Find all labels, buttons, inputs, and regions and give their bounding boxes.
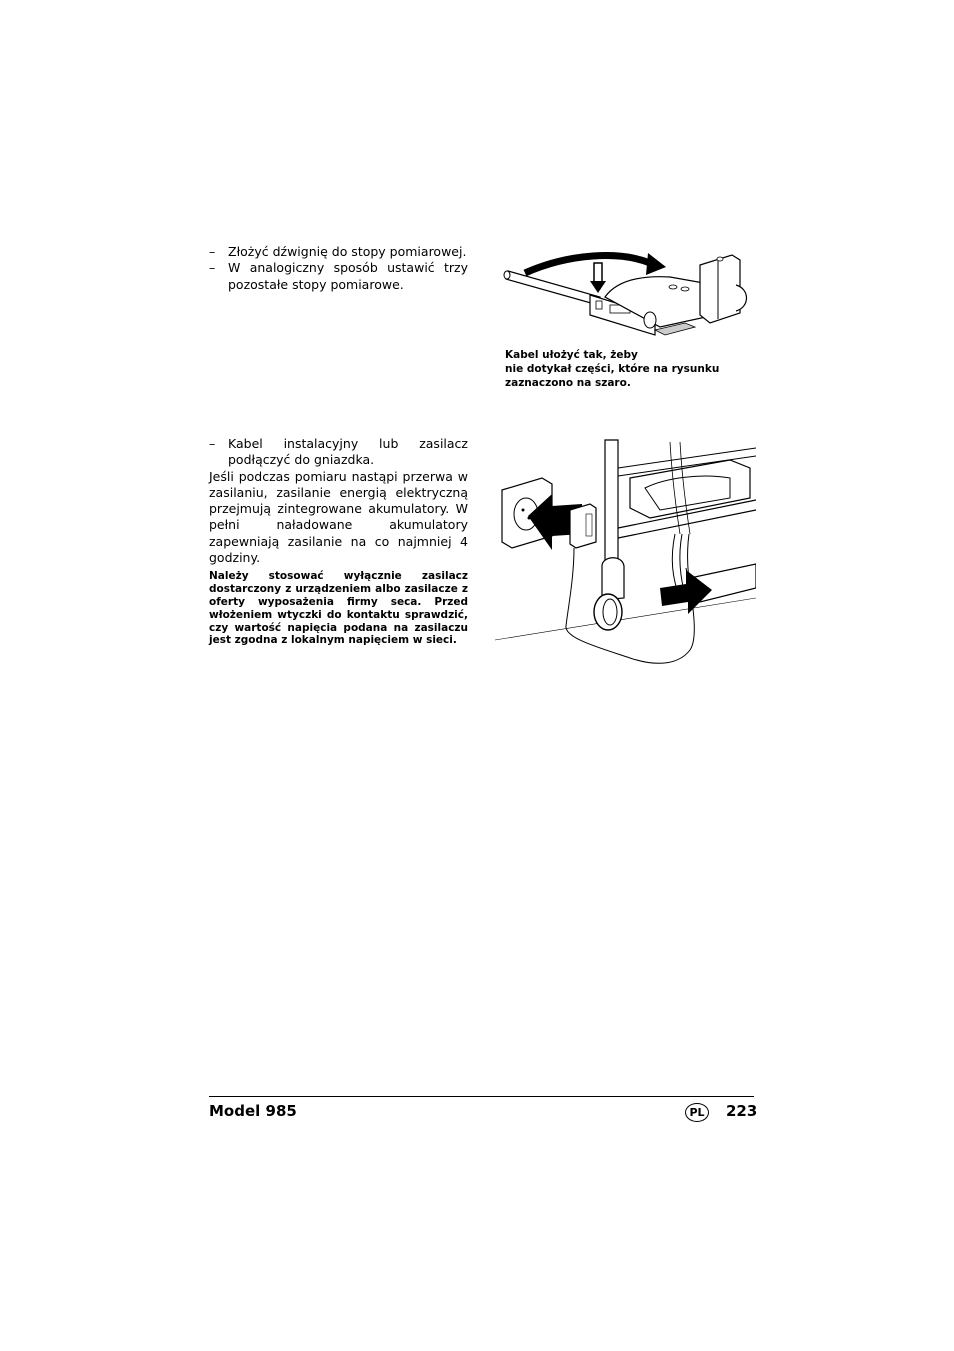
lever-illustration: [500, 245, 756, 340]
language-badge: PL: [685, 1103, 709, 1122]
page-number: 223: [726, 1102, 758, 1120]
list-item: – W analogiczny sposób ustawić trzy pozostałe stopy pomiarowe.: [209, 260, 468, 292]
list-item: – Złożyć dźwignię do stopy pomiarowej.: [209, 244, 467, 259]
curved-arrow-icon: [525, 256, 650, 273]
figure-caption: Kabel ułożyć tak, żeby nie dotykał części, które na rysunku zaznaczono na szaro.: [505, 349, 720, 389]
down-arrow-icon: [590, 281, 606, 293]
body-paragraph: Jeśli podczas pomiaru nastąpi przerwa w zasilaniu, zasilanie energią elektryczną przejmują zintegrowane akumulatory. W pełni naładowane akumulatory zapewniają zasilanie na co najmniej 4 godziny.: [209, 468, 468, 566]
section2-text: [209, 436, 468, 647]
warning-note: Należy stosować wyłącznie zasilacz dostarczony z urządzeniem albo zasilacze z oferty wyposażenia firmy seca. Przed włożeniem wtyczki do kontaktu sprawdzić, czy wartość napięcia podana na zasilaczu jest zgodna z lokalnym napięciem w sieci.: [209, 570, 468, 647]
footer-divider: [209, 1096, 754, 1097]
section1-list: [209, 244, 468, 293]
list-item: – Kabel instalacyjny lub zasilacz podłączyć do gniazdka.: [209, 436, 468, 468]
power-supply-illustration: [490, 438, 756, 670]
footer-model: Model 985: [209, 1102, 297, 1120]
